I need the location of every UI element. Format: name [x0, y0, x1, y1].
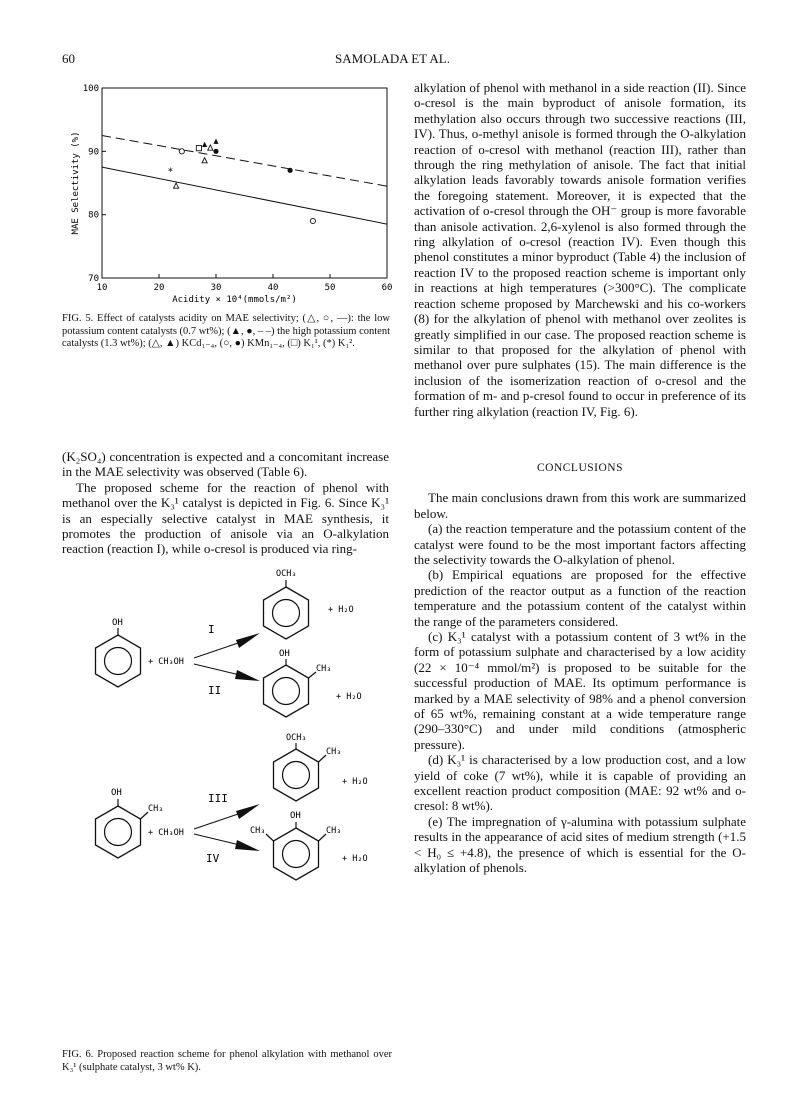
fig6-caption-label: FIG. 6.	[62, 1049, 94, 1060]
point-open-square	[196, 146, 201, 151]
xylenol-oh-label: OH	[290, 811, 301, 821]
o-methyl-anisole-ch3-label: CH₃	[326, 747, 342, 757]
fig6-reaction-scheme	[80, 564, 400, 904]
point-filled-triangle	[202, 142, 207, 147]
fig5-caption-text: Effect of catalysts acidity on MAE selectivity; (△, ○, —): the low potassium content catalysts (0.7 wt%); (▲, ●, – –) the high potassium content catalysts (1.3 wt%); (△, ▲) KCd₁₋₄, (○, ●) KMn₁₋₄, (□) K₁¹, (*) K₁².	[62, 313, 390, 350]
o-cresol-product-ring	[264, 665, 309, 717]
reaction-label-IV: IV	[206, 852, 220, 865]
reaction-label-III: III	[208, 792, 228, 805]
fig6-caption-text: Proposed reaction scheme for phenol alkylation with methanol over K₃¹ (sulphate catalyst, 3 wt% K).	[62, 1049, 393, 1073]
right-paragraph-1: alkylation of phenol with methanol in a side reaction (II). Since o-cresol is the main byproduct of anisole formation, its methylation also occurs through two successive reactions (III, IV). Thus, o-methyl anisole is formed through the O-alkylation reaction of o-cresol with methanol (reaction III), rather than through the ring methylation of anisole. The fact that initial alkylation leads favorably towards anisole formation verifies the foregoing statement. Moreover, it is expected that the activation of o-cresol through the OH⁻ group is more favorable than anisole activation. 2,6-xylenol is also formed through the ring alkylation of o-cresol (reaction IV). Even though this phenol constitutes a minor byproduct (Table 4) the inclusion of reaction IV to the proposed reaction scheme is important only in reactions at high temperatures (>300°C). The complicate reaction scheme proposed by Marchewski and his co-workers (8) for the alkylation of phenol with methanol over zeolites is greatly simplified in our case. The proposed reaction scheme is similar to that proposed for the alkylation of phenol with methanol over pure sulphates (15). The main difference is the inclusion of the isomerization reaction of o-cresol and the formation of m- and p-cresol found to occur in preference of its further ring alkylation (reaction IV, Fig. 6).	[414, 80, 746, 419]
x-tick-label: 10	[96, 283, 108, 293]
point-open-triangle	[174, 183, 179, 188]
page-number: 60	[62, 51, 75, 66]
left-paragraph-1: (K₂SO₄) concentration is expected and a concomitant increase in the MAE selectivity was observed (Table 6).	[62, 449, 389, 480]
point-asterisk: *	[167, 166, 174, 178]
y-axis-label: MAE Selectivity (%)	[71, 131, 81, 235]
methanol-label-2: + CH₃OH	[148, 828, 184, 838]
x-tick-label: 20	[153, 283, 165, 293]
fig6-caption	[62, 1049, 392, 1074]
water-label-1: + H₂O	[328, 605, 354, 615]
phenol-oh-label: OH	[112, 618, 123, 628]
fig5-caption-label: FIG. 5.	[62, 313, 94, 324]
point-open-triangle	[208, 145, 213, 150]
o-methyl-anisole-och3-label: OCH₃	[286, 733, 307, 743]
point-filled-circle	[288, 168, 293, 173]
point-filled-circle	[213, 149, 218, 154]
conclusions-heading: CONCLUSIONS	[536, 461, 623, 474]
reaction-label-I: I	[208, 623, 215, 636]
point-open-circle	[179, 149, 184, 154]
conclusion-e: (e) The impregnation of γ-alumina with potassium sulphate results in the appearance of acid sites of medium strength (+1.5 < H₀ ≤ +4.8), the presence of which is essential for the O-alkylation of phenols.	[414, 813, 746, 876]
plot-frame	[102, 88, 387, 278]
water-label-3: + H₂O	[342, 777, 368, 787]
fig5-chart	[60, 84, 395, 304]
o-cresol-oh-label: OH	[279, 649, 290, 659]
o-cresol-reactant-oh-label: OH	[111, 788, 122, 798]
xylenol-ring	[274, 828, 319, 880]
conclusion-d: (d) K₃¹ is characterised by a low production cost, and a low yield of coke (7 wt%), while it is capable of providing an excellent reaction product composition (MAE: 92 wt% and o-cresol: 8 wt%).	[414, 752, 746, 814]
methanol-label-1: + CH₃OH	[148, 657, 184, 667]
reaction-label-II: II	[208, 684, 222, 697]
left-paragraph-2: The proposed scheme for the reaction of phenol with methanol over the K₃¹ catalyst is depicted in Fig. 6. Since K₃¹ is an especially selective catalyst in MAE synthesis, it promotes the production of anisole via an O-alkylation reaction (reaction I), while o-cresol is produced via ring-	[62, 479, 389, 557]
xylenol-ch3-right-label: CH₃	[326, 826, 342, 836]
fit-line-high-k	[102, 136, 387, 187]
point-open-circle	[310, 218, 315, 223]
conclusion-c: (c) K₃¹ catalyst with a potassium content of 3 wt% in the form of potassium sulphate and characterised by a low acidity (22 × 10⁻⁴ mmol/m²) is proposed to be suitable for the successful production of MAE. Its optimum performance is marked by a MAE selectivity of 98% and a phenol conversion of 65 wt%, remaining constant at a wide temperature range (290–330°C) and under mild conditions (atmospheric pressure).	[414, 629, 746, 752]
left-column-text	[62, 449, 389, 557]
y-tick-label: 70	[88, 274, 99, 284]
o-cresol-reactant-ch3-label: CH₃	[148, 804, 164, 814]
o-methyl-anisole-ring	[274, 749, 319, 801]
o-cresol-reactant-ring	[96, 806, 141, 858]
water-label-2: + H₂O	[336, 692, 362, 702]
x-axis-label: Acidity × 10⁴(mmols/m²)	[172, 295, 297, 304]
fig5-caption	[62, 313, 390, 351]
conclusions-intro: The main conclusions drawn from this work are summarized below.	[414, 490, 746, 521]
phenol-ring	[96, 635, 141, 687]
y-tick-label: 100	[82, 84, 99, 94]
arrow-reaction-II	[194, 664, 260, 681]
arrow-reaction-IV	[194, 834, 260, 851]
arrow-reaction-I	[194, 633, 260, 658]
conclusion-a: (a) the reaction temperature and the potassium content of the catalyst were found to be the most important factors affecting the selectivity towards the O-alkylation of phenol.	[414, 521, 746, 567]
conclusion-b: (b) Empirical equations are proposed for the effective prediction of the reactor output as a function of the reaction temperature and the potassium content of the catalyst within the range of the parameters considered.	[414, 567, 746, 629]
running-title: SAMOLADA ET AL.	[335, 51, 450, 66]
point-filled-triangle	[213, 139, 218, 144]
y-tick-label: 90	[88, 147, 99, 158]
x-tick-label: 60	[381, 283, 393, 293]
water-label-4: + H₂O	[342, 854, 368, 864]
x-tick-label: 50	[324, 283, 336, 293]
anisole-och3-label: OCH₃	[276, 569, 297, 579]
right-column-text	[414, 80, 746, 876]
y-tick-label: 80	[88, 210, 99, 221]
chart-plot	[71, 84, 392, 304]
x-tick-label: 40	[267, 283, 279, 293]
o-cresol-ch3-label: CH₃	[316, 664, 332, 674]
xylenol-ch3-left-label: CH₃	[250, 826, 266, 836]
x-tick-label: 30	[210, 283, 222, 293]
fit-line-low-k	[102, 167, 387, 224]
anisole-ring	[264, 587, 309, 639]
point-open-triangle	[202, 158, 207, 163]
